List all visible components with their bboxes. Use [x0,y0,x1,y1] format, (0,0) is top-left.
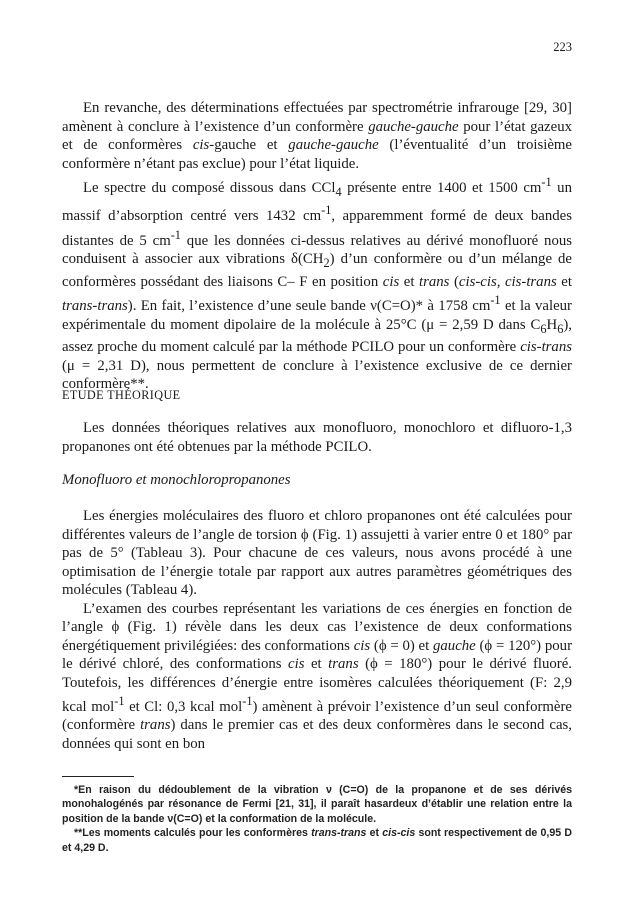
page-number: 223 [553,40,572,54]
paragraph-spectrum-ccl4: Le spectre du composé dissous dans CCl$_4$ présente entre 1400 et 1500 $cm^{-1}$ un massif d’absorption centré vers 1432 $cm^{-1}$, apparemment formé de deux bandes distantes de 5 $cm^{-1}$ que les données ci-dessus relatives au dérivé monofluoré nous conduisent à associer aux vibrations $\delta(CH_2)$ d’un conformère ou d’un mélange de conformères possédant des liaisons C– F en position cis et trans (cis-cis, cis-trans et trans-trans). En fait, l’existence d’une seule bande ν(C=O)* à 1758 $cm^{-1}$ et la valeur expérimentale du moment dipolaire de la molécule à 25°C (μ = 2,59 D dans $C_6H_6$), assez proche du moment calculé par la méthode PCILO pour un conformère cis-trans (μ = 2,31 D), nous permettent de conclure à l’existence exclusive de ce dernier conformère**. [62,175,573,393]
paragraph-energies: Les énergies moléculaires des fluoro et chloro propanones ont été calculées pour différentes valeurs de l’angle de torsion ϕ (Fig. 1) assujetti à varier entre 0 et 180° par pas de 5° (Tableau 3). Pour chacune de ces valeurs, nous avons procédé à une optimisation de l’énergie totale par rapport aux autres paramètres géométriques des molécules (Tableau 4). [62,508,572,598]
paragraph-theoretical-data: Les données théoriques relatives aux monofluoro, monochloro et difluoro-1,3 propanones ont été obtenues par la méthode PCILO. [62,420,572,455]
footnote-moments: **Les moments calculés pour les conformères trans-trans et cis-cis sont respectivement de 0,95 D et 4,29 D. [62,827,572,854]
section-heading: ETUDE THÉORIQUE [62,388,181,402]
footnotes [62,783,572,855]
paragraph-ir-conformers: En revanche, des déterminations effectuées par spectrométrie infrarouge [29, 30] amènent à conclure à l’existence d’un conformère gauche-gauche pour l’état gazeux et de conformères cis-gauche et gauche-gauche (l’éventualité d’un troisième conformère n’étant pas exclue) pour l’état liquide. [62,100,572,172]
paragraph-curves: L’examen des courbes représentant les variations de ces énergies en fonction de l’angle ϕ (Fig. 1) révèle dans les deux cas l’existence de deux conformations énergétiquement privilégiées: des conformations cis (ϕ = 0) et gauche (ϕ = 120°) pour le dérivé chloré, des conformations cis et trans (ϕ = 180°) pour le dérivé fluoré. Toutefois, les différences d’énergie entre isomères calculées théoriquement (F: 2,9 kcal mol$^{-1}$ et Cl: 0,3 kcal mol$^{-1}$) amènent à prévoir l’existence d’un seul conformère (conformère trans) dans le premier cas et des deux conformères dans le second cas, données qui sont en bon [62,600,573,752]
subsection-heading: Monofluoro et monochloropropanones [62,472,291,488]
body-block-3 [62,507,572,753]
footnote-fermi: *En raison du dédoublement de la vibration ν (C=O) de la propanone et de ses dérivés monohalogénés par résonance de Fermi [21, 31], il paraît hasardeux d’établir une relation entre la position de la bande ν(C=O) et la conformation de la molécule. [62,784,572,825]
body-block-2 [62,419,572,456]
body-block-1 [62,99,572,394]
footnote-divider [62,776,134,777]
